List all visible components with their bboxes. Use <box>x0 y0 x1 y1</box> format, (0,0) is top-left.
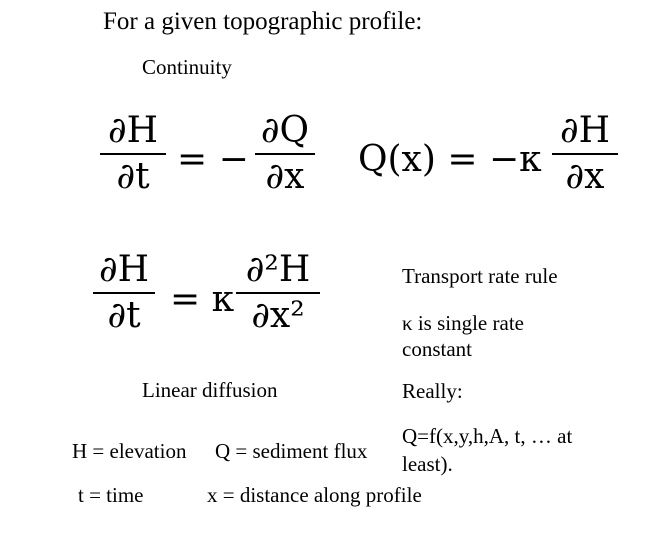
really-label: Really: <box>402 379 463 403</box>
fraction-bar <box>93 292 155 294</box>
x-definition: x = distance along profile <box>207 483 422 507</box>
q-definition: Q = sediment flux <box>215 439 368 463</box>
continuity-rhs-denominator: ∂x <box>265 156 305 197</box>
continuity-lhs-numerator: ∂H <box>107 110 158 151</box>
diffusion-lhs-fraction <box>93 249 155 336</box>
fraction-bar <box>100 153 166 155</box>
fraction-bar <box>255 153 315 155</box>
continuity-operator: = − <box>177 139 249 180</box>
diffusion-lhs-numerator: ∂H <box>98 249 149 290</box>
slide-title: For a given topographic profile: <box>103 8 423 35</box>
continuity-lhs-fraction <box>100 110 166 197</box>
h-definition: H = elevation <box>72 439 187 463</box>
continuity-rhs-fraction <box>255 110 315 197</box>
q-function-line1: Q=f(x,y,h,A, t, … at <box>402 424 573 448</box>
flux-rhs-denominator: ∂x <box>565 156 605 197</box>
q-function-line2: least). <box>402 452 453 476</box>
continuity-rhs-numerator: ∂Q <box>260 110 310 151</box>
kappa-note-line1: κ is single rate <box>402 311 524 335</box>
flux-lhs: Q(x) = −κ <box>358 139 542 180</box>
diffusion-rhs-denominator: ∂x² <box>251 295 305 336</box>
diffusion-rhs-numerator: ∂²H <box>245 249 311 290</box>
transport-rate-rule-label: Transport rate rule <box>402 264 558 288</box>
continuity-label: Continuity <box>142 55 232 79</box>
flux-rhs-fraction <box>552 110 618 197</box>
diffusion-lhs-denominator: ∂t <box>107 295 141 336</box>
continuity-lhs-denominator: ∂t <box>116 156 150 197</box>
t-definition: t = time <box>78 483 144 507</box>
diffusion-rhs-fraction <box>236 249 320 336</box>
fraction-bar <box>552 153 618 155</box>
flux-rhs-numerator: ∂H <box>559 110 610 151</box>
diffusion-operator: = κ <box>170 279 235 320</box>
fraction-bar <box>236 292 320 294</box>
kappa-note-line2: constant <box>402 337 472 361</box>
linear-diffusion-label: Linear diffusion <box>142 378 278 402</box>
